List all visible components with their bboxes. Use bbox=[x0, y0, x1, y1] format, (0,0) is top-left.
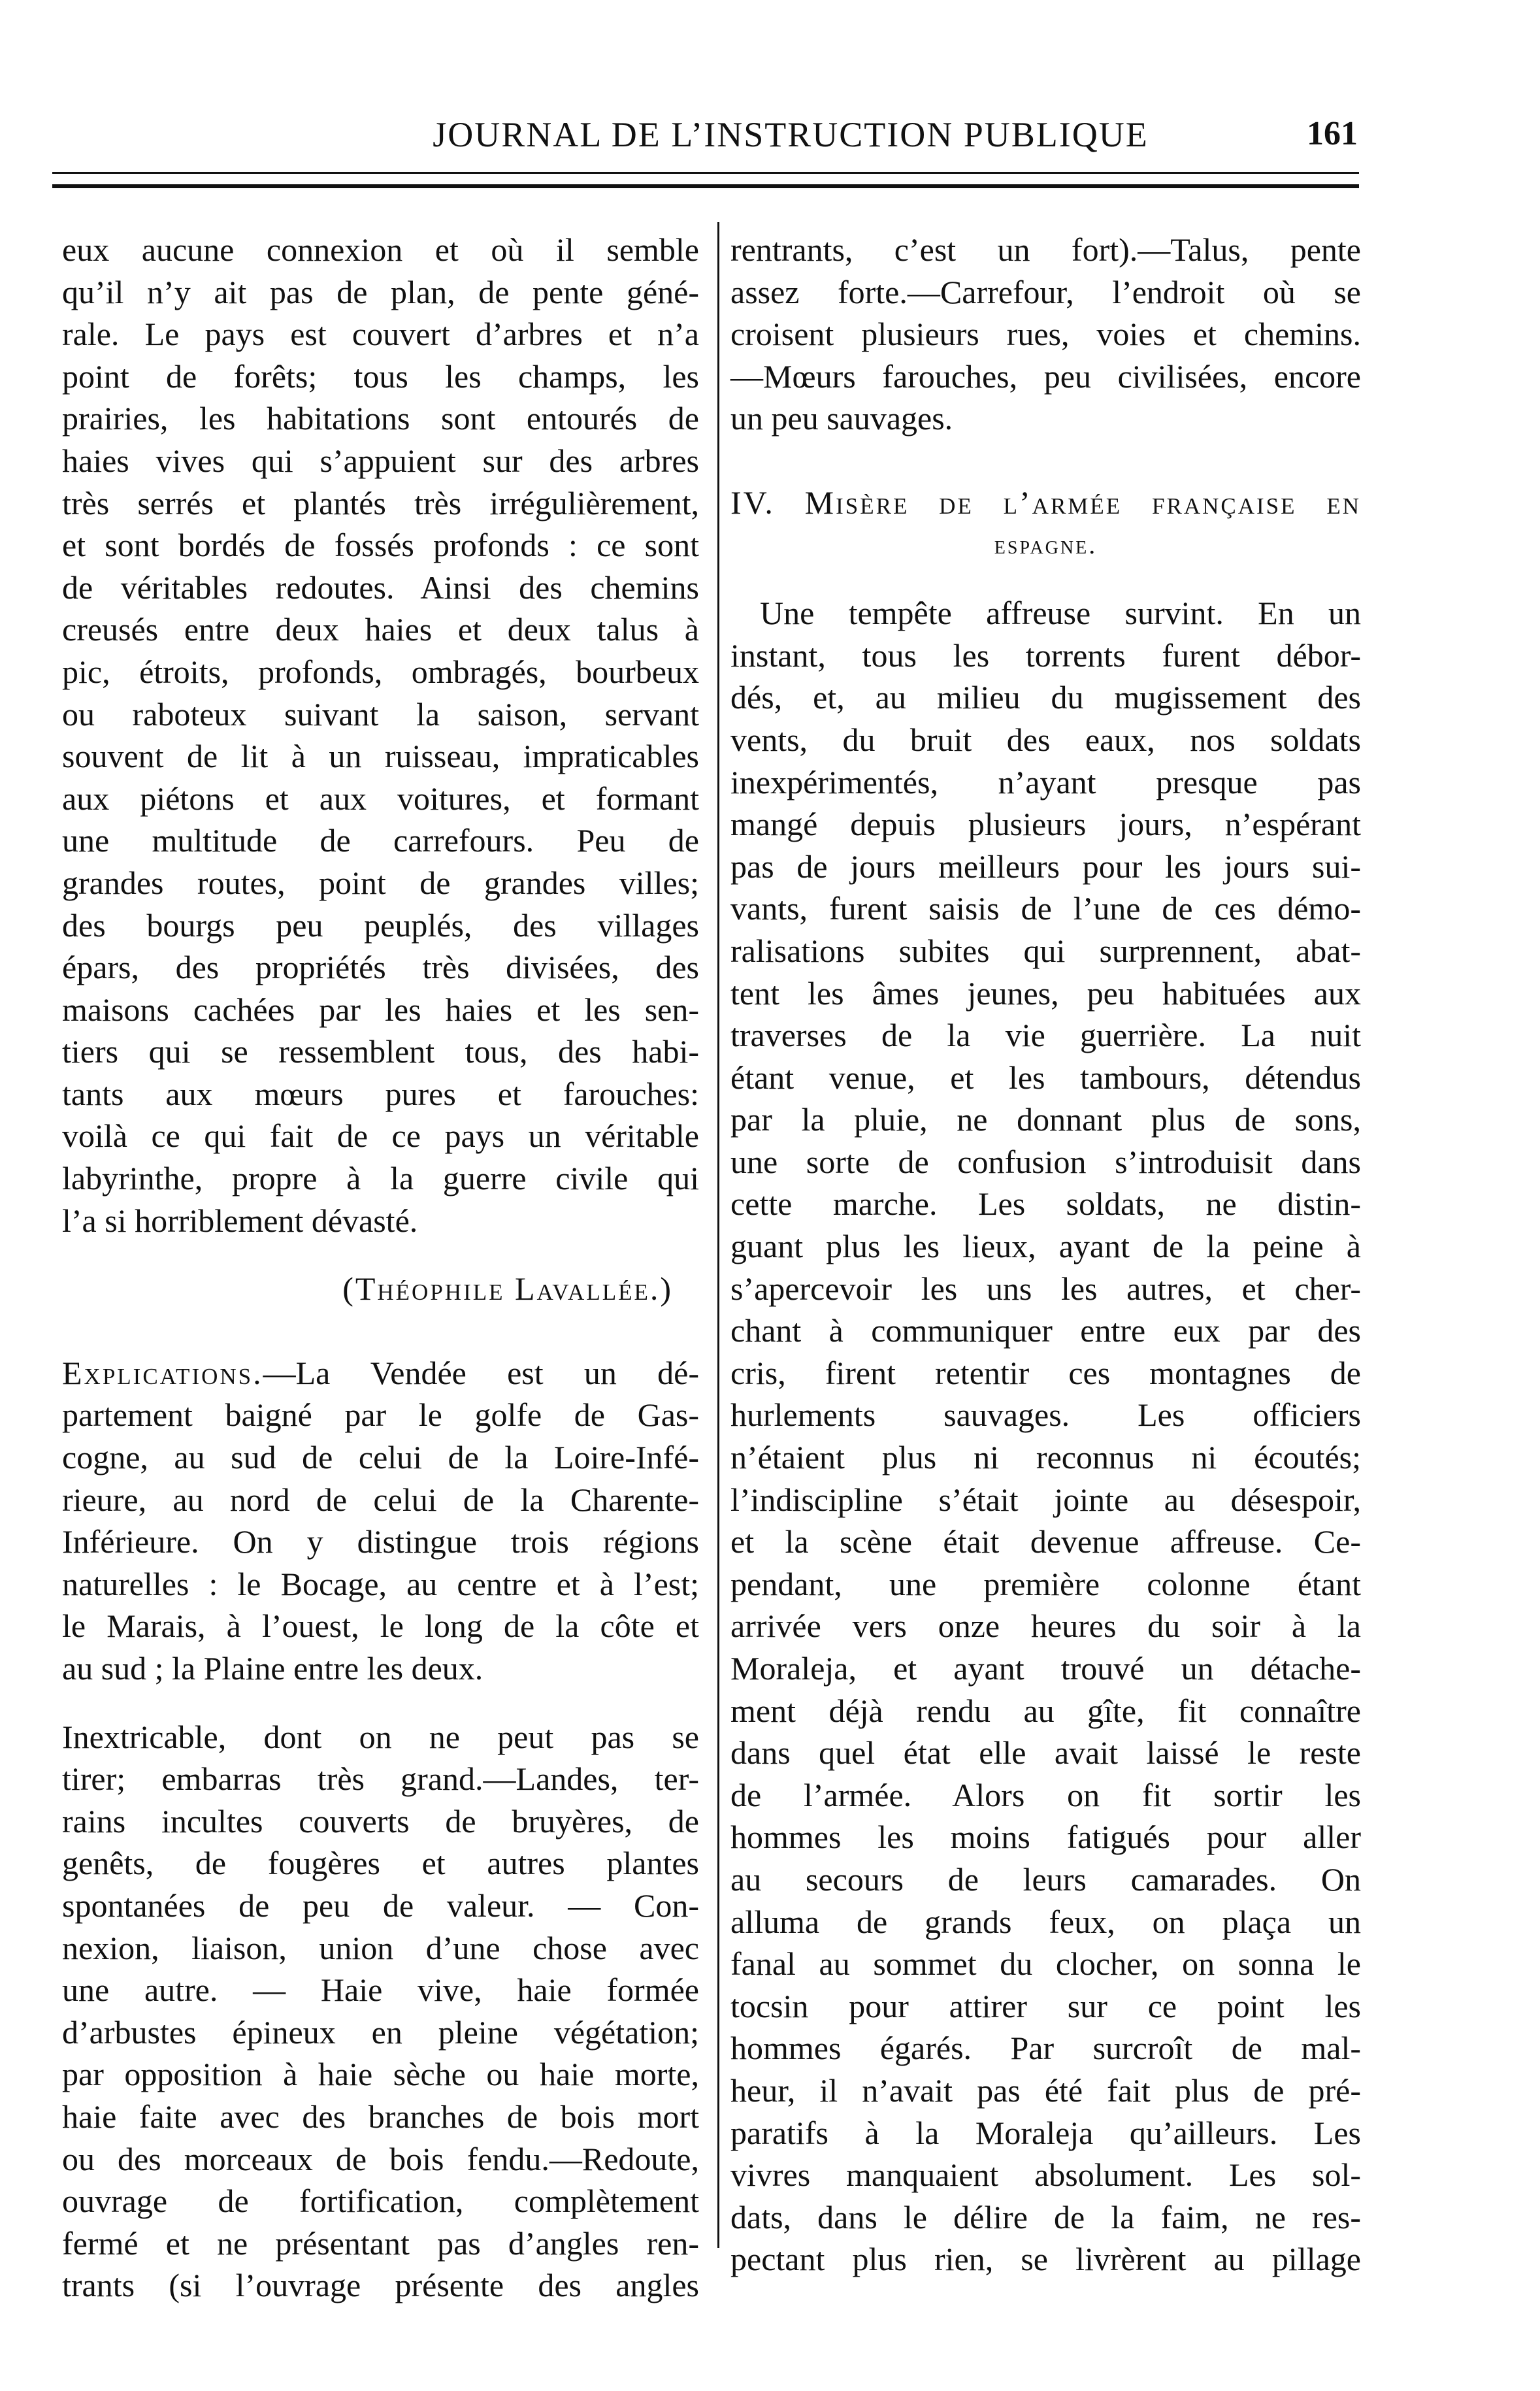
text-line: des bourgs peu peuplés, des villages bbox=[62, 906, 699, 944]
text-line: pic, étroits, profonds, ombragés, bourbeux bbox=[62, 653, 699, 690]
vocabulary-paragraph bbox=[62, 1716, 699, 2307]
vocabulary-continuation bbox=[730, 229, 1361, 440]
text-line: une multitude de carrefours. Peu de bbox=[62, 822, 699, 859]
text-line: tiers qui se ressemblent tous, des habi- bbox=[62, 1033, 699, 1070]
text-line: s’apercevoir les uns les autres, et cher- bbox=[730, 1270, 1361, 1307]
text-line: Une tempête affreuse survint. En un bbox=[760, 595, 1361, 632]
text-line: creusés entre deux haies et deux talus à bbox=[62, 611, 699, 648]
text-line: tants aux mœurs pures et farouches: bbox=[62, 1075, 699, 1112]
text-line: haie faite avec des branches de bois mort bbox=[62, 2098, 699, 2135]
text-line: —Mœurs farouches, peu civilisées, encore bbox=[730, 357, 1361, 395]
text-line: et sont bordés de fossés profonds : ce sont bbox=[62, 527, 699, 564]
text-line: très serrés et plantés très irrégulièrement, bbox=[62, 484, 699, 521]
text-line: cogne, au sud de celui de la Loire-Infé- bbox=[62, 1439, 699, 1476]
explanations-heading: Explications. bbox=[62, 1354, 263, 1391]
paragraph-vendee-description bbox=[62, 229, 699, 1242]
text-line: nexion, liaison, union d’une chose avec bbox=[62, 1929, 699, 1966]
text-line: une autre. — Haie vive, haie formée bbox=[62, 1971, 699, 2009]
text-line: naturelles : le Bocage, au centre et à l’est; bbox=[62, 1565, 699, 1602]
text-line: partement baigné par le golfe de Gas- bbox=[62, 1396, 699, 1434]
text-line: tirer; embarras très grand.—Landes, ter- bbox=[62, 1760, 699, 1798]
text-line: rains incultes couverts de bruyères, de bbox=[62, 1802, 699, 1839]
text-line: Inextricable, dont on ne peut pas se bbox=[62, 1718, 699, 1755]
text-line: fermé et ne présentant pas d’angles ren- bbox=[62, 2224, 699, 2262]
text-line: n’étaient plus ni reconnus ni écoutés; bbox=[730, 1439, 1361, 1476]
text-line: alluma de grands feux, on plaça un bbox=[730, 1903, 1361, 1940]
author-attribution: (Théophile Lavallée.) bbox=[342, 1270, 673, 1308]
right-column bbox=[730, 229, 1361, 2281]
explanations-paragraph bbox=[62, 1352, 699, 1690]
text-line: vents, du bruit des eaux, nos soldats bbox=[730, 721, 1361, 758]
text-line: point de forêts; tous les champs, les bbox=[62, 357, 699, 395]
text-line: pas de jours meilleurs pour les jours sui- bbox=[730, 848, 1361, 885]
text-line: cris, firent retentir ces montagnes de bbox=[730, 1354, 1361, 1391]
text-line: mangé depuis plusieurs jours, n’espérant bbox=[730, 806, 1361, 843]
text-line: Moraleja, et ayant trouvé un détache- bbox=[730, 1650, 1361, 1687]
text-line: de l’armée. Alors on fit sortir les bbox=[730, 1776, 1361, 1813]
text-line: tent les âmes jeunes, peu habituées aux bbox=[730, 974, 1361, 1012]
text-line: l’a si horriblement dévasté. bbox=[62, 1202, 418, 1239]
running-head: JOURNAL DE L’INSTRUCTION PUBLIQUE bbox=[433, 115, 1149, 154]
text-line: paratifs à la Moraleja qu’ailleurs. Les bbox=[730, 2114, 1361, 2151]
text-line: étant venue, et les tambours, détendus bbox=[730, 1059, 1361, 1096]
text-line: trants (si l’ouvrage présente des angles bbox=[62, 2267, 699, 2304]
text-line: traverses de la vie guerrière. La nuit bbox=[730, 1017, 1361, 1054]
text-line: heur, il n’avait pas été fait plus de pré- bbox=[730, 2071, 1361, 2109]
text-line: voilà ce qui fait de ce pays un véritable bbox=[62, 1117, 699, 1155]
text-line: hommes égarés. Par surcroît de mal- bbox=[730, 2030, 1361, 2067]
text-line: cette marche. Les soldats, ne distin- bbox=[730, 1185, 1361, 1223]
text-line: spontanées de peu de valeur. — Con- bbox=[62, 1887, 699, 1924]
text-line: ou des morceaux de bois fendu.—Redoute, bbox=[62, 2140, 699, 2177]
text-line: eux aucune connexion et où il semble bbox=[62, 231, 699, 268]
text-line: chant à communiquer entre eux par des bbox=[730, 1312, 1361, 1349]
text-line: grandes routes, point de grandes villes; bbox=[62, 864, 699, 901]
text-line: ralisations subites qui surprennent, abat- bbox=[730, 932, 1361, 969]
text-line: Explications.—La Vendée est un dé- bbox=[62, 1354, 699, 1391]
section-body bbox=[730, 592, 1361, 2281]
text-line: de véritables redoutes. Ainsi des chemins bbox=[62, 569, 699, 606]
text-line: ouvrage de fortification, complètement bbox=[62, 2183, 699, 2220]
header-rule-thin bbox=[52, 172, 1359, 174]
text-line: maisons cachées par les haies et les sen- bbox=[62, 991, 699, 1028]
text-line: vivres manquaient absolument. Les sol- bbox=[730, 2156, 1361, 2194]
page-number: 161 bbox=[1307, 115, 1358, 152]
text-line: labyrinthe, propre à la guerre civile qui bbox=[62, 1160, 699, 1197]
text-line: dés, et, au milieu du mugissement des bbox=[730, 679, 1361, 716]
section-heading-line: IV. Misère de l’armée française en bbox=[730, 484, 1361, 521]
text-line: Inférieure. On y distingue trois régions bbox=[62, 1523, 699, 1560]
text-line: inexpérimentés, n’ayant presque pas bbox=[730, 763, 1361, 800]
text-line: un peu sauvages. bbox=[730, 400, 953, 437]
section-heading bbox=[730, 482, 1361, 566]
text-line: par opposition à haie sèche ou haie morte, bbox=[62, 2056, 699, 2093]
text-line: instant, tous les torrents furent débor- bbox=[730, 636, 1361, 674]
text-line: fanal au sommet du clocher, on sonna le bbox=[730, 1945, 1361, 1983]
text-line: dats, dans le délire de la faim, ne res- bbox=[730, 2198, 1361, 2235]
text-line: au sud ; la Plaine entre les deux. bbox=[62, 1650, 483, 1687]
text-line: dans quel état elle avait laissé le reste bbox=[730, 1734, 1361, 1772]
text-line: haies vives qui s’appuient sur des arbres bbox=[62, 442, 699, 479]
text-line: rentrants, c’est un fort).—Talus, pente bbox=[730, 231, 1361, 268]
text-line: aux piétons et aux voitures, et formant bbox=[62, 780, 699, 817]
text-line: genêts, de fougères et autres plantes bbox=[62, 1845, 699, 1882]
text-line: une sorte de confusion s’introduisit dans bbox=[730, 1143, 1361, 1180]
text-line: rale. Le pays est couvert d’arbres et n’a bbox=[62, 316, 699, 353]
section-heading-line: espagne. bbox=[994, 529, 1098, 559]
text-line: arrivée vers onze heures du soir à la bbox=[730, 1608, 1361, 1645]
text-line: et la scène était devenue affreuse. Ce- bbox=[730, 1523, 1361, 1560]
text-line: tocsin pour attirer sur ce point les bbox=[730, 1987, 1361, 2024]
text-line: vants, furent saisis de l’une de ces démo- bbox=[730, 890, 1361, 927]
text-line: souvent de lit à un ruisseau, impraticables bbox=[62, 738, 699, 775]
text-line: rieure, au nord de celui de la Charente- bbox=[62, 1481, 699, 1518]
text-line: l’indiscipline s’était jointe au désespoir, bbox=[730, 1481, 1361, 1518]
text-line: pendant, une première colonne étant bbox=[730, 1565, 1361, 1602]
text-line: au secours de leurs camarades. On bbox=[730, 1860, 1361, 1898]
text-line: ment déjà rendu au gîte, fit connaître bbox=[730, 1692, 1361, 1729]
text-line: hommes les moins fatigués pour aller bbox=[730, 1819, 1361, 1856]
text-line: épars, des propriétés très divisées, des bbox=[62, 949, 699, 986]
column-divider bbox=[717, 222, 719, 2248]
text-line: par la pluie, ne donnant plus de sons, bbox=[730, 1101, 1361, 1138]
text-line: assez forte.—Carrefour, l’endroit où se bbox=[730, 273, 1361, 310]
header-rule-thick bbox=[52, 184, 1359, 188]
text-line: ou raboteux suivant la saison, servant bbox=[62, 695, 699, 733]
text-line: qu’il n’y ait pas de plan, de pente géné- bbox=[62, 273, 699, 310]
text-line: prairies, les habitations sont entourés de bbox=[62, 400, 699, 437]
text-line: hurlements sauvages. Les officiers bbox=[730, 1396, 1361, 1434]
text-line: guant plus les lieux, ayant de la peine à bbox=[730, 1228, 1361, 1265]
text-line: pectant plus rien, se livrèrent au pillage bbox=[730, 2241, 1361, 2278]
text-line: le Marais, à l’ouest, le long de la côte et bbox=[62, 1608, 699, 1645]
left-column bbox=[62, 229, 699, 2307]
text-line: croisent plusieurs rues, voies et chemins. bbox=[730, 316, 1361, 353]
text-line: d’arbustes épineux en pleine végétation; bbox=[62, 2013, 699, 2051]
